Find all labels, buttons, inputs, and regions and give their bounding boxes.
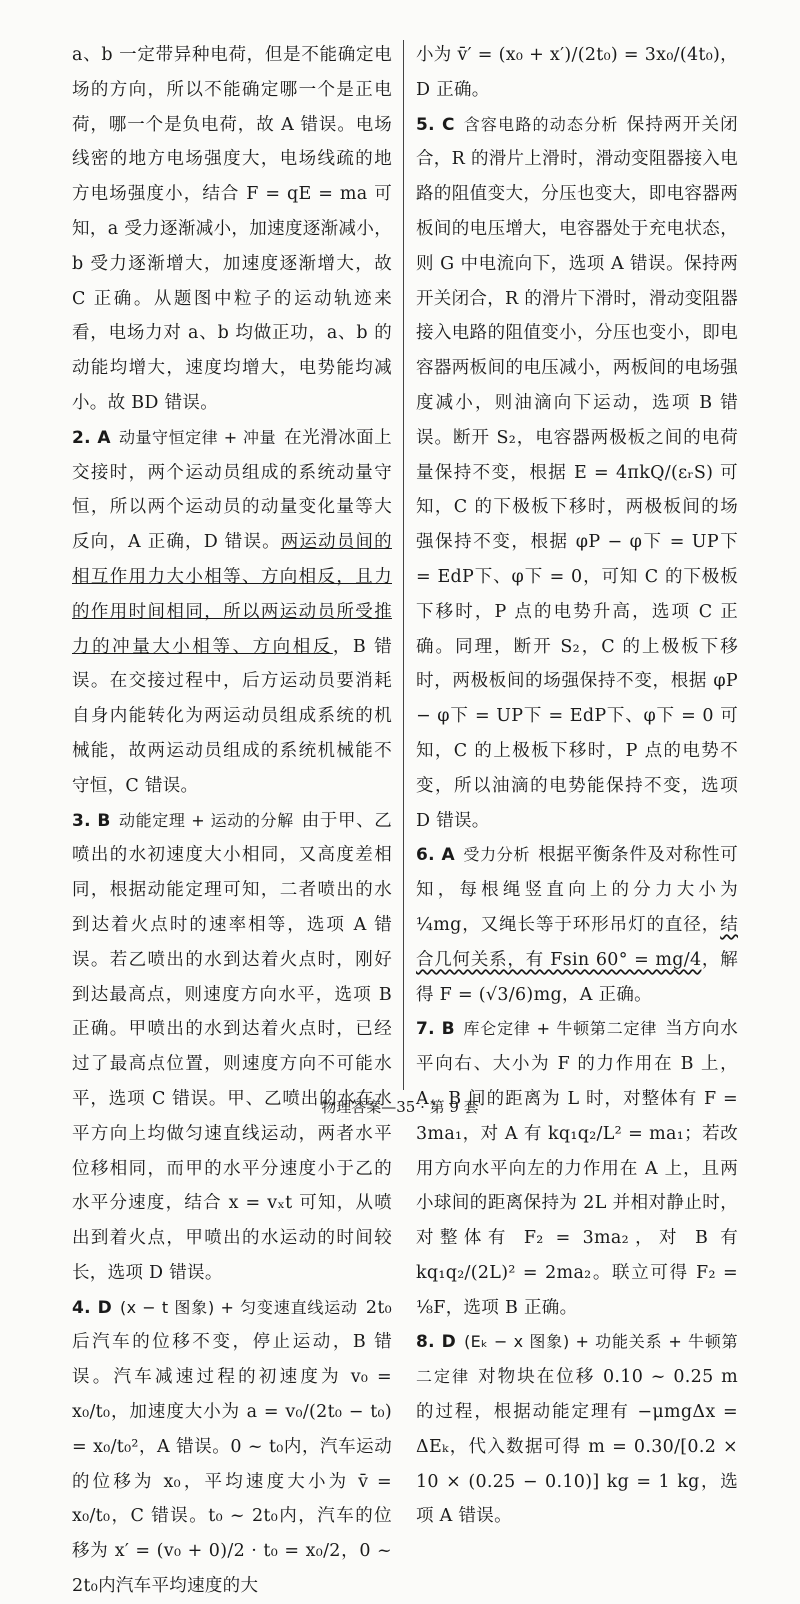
answer-3-text: 由于甲、乙喷出的水初速度大小相同，又高度差相同，根据动能定理可知，二者喷出的水到达着火点时的速率相等，选项 A 错误。若乙喷出的水到达着火点时，刚好到达最高点，则速度方向水平，选项 B 正确。甲喷出的水到达着火点时，已经过了最高点位置，则速度方向不可能水平，选项 C 错误。甲、乙喷出的水在水平方向上均做匀速直线运动，两者水平位移相同，而甲的水平分速度小于乙的水平分速度，结合 x = vₓt 可知，从喷出到着火点，甲喷出的水运动的时间较长，选项 D 错误。 [72,810,392,1283]
answer-2 [72,421,392,804]
answer-6-wavy-underlined: 结合几何关系，有 Fsin 60° = mg/4 [416,914,738,970]
answer-3-label: 3. B [72,810,111,831]
answer-3 [72,804,392,1291]
answer-6-topic: 受力分析 [462,845,531,865]
answer-4 [72,1291,392,1604]
answer-6 [416,838,738,1012]
answer-8 [416,1325,738,1534]
answer-2-label: 2. A [72,427,111,448]
answer-6-text-b: ，解得 F = (√3/6)mg，A 正确。 [416,949,738,1005]
answer-6-text-a: 根据平衡条件及对称性可知，每根绳竖直向上的分力大小为 ¼mg，又绳长等于环形吊灯的直径， [416,845,739,935]
answer-4-topic: (x − t 图象) + 匀变速直线运动 [120,1297,358,1317]
answer-2-topic: 动量守恒定律 + 冲量 [118,427,277,447]
answer-7-text: 当方向水平向右、大小为 F 的力作用在 B 上，A、B 间的距离为 L 时，对整体有 F = 3ma₁，对 A 有 kq₁q₂/L² = ma₁；若改用方向水平向左的力作用在 A 上，且两小球间的距离保持为 2L 并相对静止时，对整体有 F₂ = 3ma₂，对 B 有 kq₁q₂/(2L)² = 2ma₂。联立可得 F₂ = ⅛F，选项 B 正确。 [416,1019,738,1318]
page-footer: 物理答案—35 · 第 9 套 [321,1098,479,1116]
answer-4-continued: 小为 v̄′ = (x₀ + x′)/(2t₀) = 3x₀/(4t₀)，D 正确。 [416,45,738,100]
intro-paragraph: a、b 一定带异种电荷，但是不能确定电场的方向，所以不能确定哪一个是正电荷，哪一个是负电荷，故 A 错误。电场线密的地方电场强度大，电场线疏的地方电场强度小，结合 F = qE = ma 可知，a 受力逐渐减小，加速度逐渐减小，b 受力逐渐增大，加速度逐渐增大，故 C 正确。从题图中粒子的运动轨迹来看，电场力对 a、b 均做正功，a、b 的动能均增大，速度均增大，电势能均减小。故 BD 错误。 [72,45,392,413]
answer-3-topic: 动能定理 + 运动的分解 [118,810,294,830]
answer-5-text: 保持两开关闭合，R 的滑片上滑时，滑动变阻器接入电路的阻值变大，分压也变大，即电容器两板间的电压增大，电容器处于充电状态，则 G 中电流向下，选项 A 错误。保持两开关闭合，R 的滑片下滑时，滑动变阻器接入电路的阻值变小，分压也变小，即电容器两板间的电压减小，两板间的电场强度减小，则油滴向下运动，选项 B 错误。断开 S₂，电容器两极板之间的电荷量保持不变，根据 E = 4πkQ/(εᵣS) 可知，C 的下极板下移时，两极板间的场强保持不变，根据 φP − φ下 = UP下 = EdP下、φ下 = 0，可知 C 的下极板下移时，P 点的电势升高，选项 C 正确。同理，断开 S₂，C 的上极板下移时，两极板间的场强保持不变，根据 φP − φ下 = UP下 = EdP下、φ下 = 0 可知，C 的上极板下移时，P 点的电势不变，所以油滴的电势能保持不变，选项 D 错误。 [416,114,738,831]
answer-2-text-a: 在光滑冰面上交接时，两个运动员组成的系统动量守恒，所以两个运动员的动量变化量等大反向，A 正确，D 错误。 [72,427,392,553]
answer-7-topic: 库仑定律 + 牛顿第二定律 [462,1019,658,1039]
answer-7-label: 7. B [416,1019,455,1040]
answer-8-text: 对物块在位移 0.10 ~ 0.25 m 的过程，根据动能定理有 −μmgΔx = ΔEₖ，代入数据可得 m = 0.30/[0.2 × 10 × (0.25 − 0.10)] kg = 1 kg，选项 A 错误。 [416,1367,739,1527]
answer-8-label: 8. D [416,1332,457,1353]
left-column [72,38,392,1597]
answer-5-topic: 含容电路的动态分析 [462,114,619,134]
answer-4-text: 2t₀后汽车的位移不变，停止运动，B 错误。汽车减速过程的初速度为 v₀ = x₀/t₀，加速度大小为 a = v₀/(2t₀ − t₀) = x₀/t₀²，A 错误。0 ~ t₀内，汽车运动的位移为 x₀，平均速度大小为 v̄ = x₀/t₀，C 错误。t₀ ~ 2t₀内，汽车的位移为 x′ = (v₀ + 0)/2 · t₀ = x₀/2，0 ~ 2t₀内汽车平均速度的大 [72,1297,392,1597]
answer-5-label: 5. C [416,114,455,135]
answer-2-underlined: 两运动员间的相互作用力大小相等、方向相反，且力的作用时间相同，所以两运动员所受推力的冲量大小相等、方向相反 [72,532,392,657]
answer-7 [416,1012,738,1325]
column-divider [403,40,404,1090]
answer-8-topic: (Eₖ − x 图象) + 功能关系 + 牛顿第二定律 [416,1332,738,1387]
right-column [416,38,739,1527]
answer-4-label: 4. D [72,1297,113,1318]
answer-2-text-b: ，B 错误。在交接过程中，后方运动员要消耗自身内能转化为两运动员组成系统的机械能，故两运动员组成的系统机械能不守恒，C 错误。 [72,636,392,796]
answer-6-label: 6. A [416,845,455,866]
answer-5 [416,108,738,839]
